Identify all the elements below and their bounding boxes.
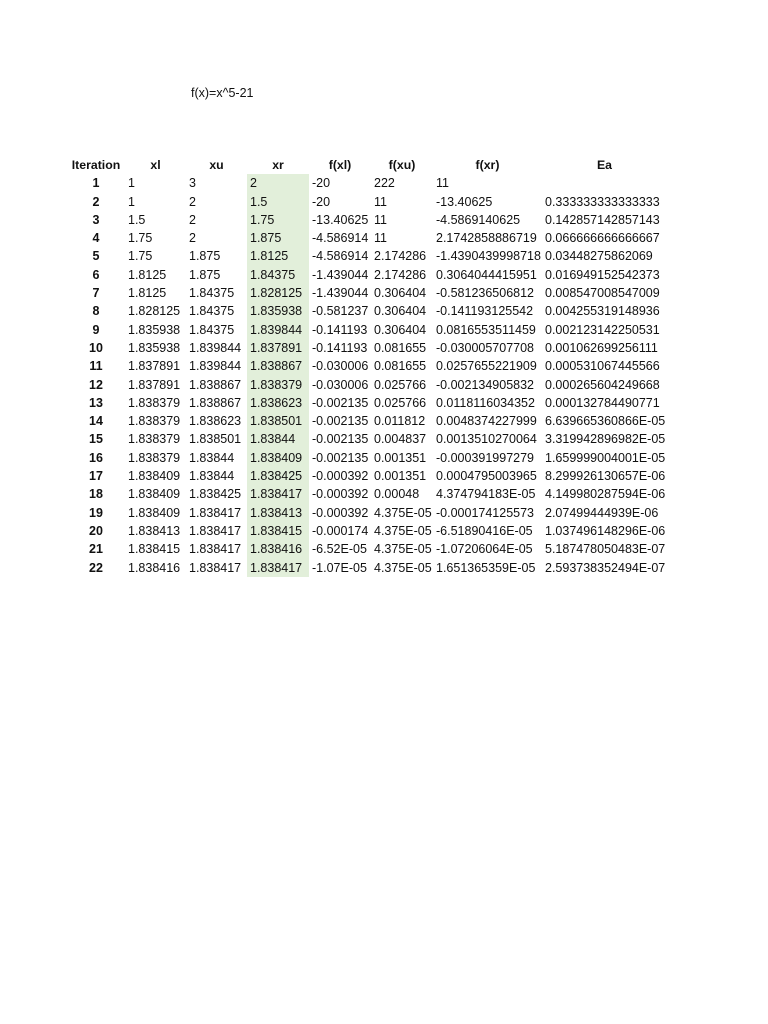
ea-cell[interactable]: 1.659999004001E-05 (545, 450, 666, 465)
fxl-cell[interactable]: -0.030006 (312, 359, 369, 374)
ea-cell[interactable]: 0.03448275862069 (545, 249, 653, 264)
ea-cell[interactable]: 6.639665360866E-05 (545, 414, 666, 429)
header-xu[interactable]: xu (209, 158, 224, 172)
iteration-table (67, 156, 667, 577)
xl-cell[interactable]: 1.838416 (128, 560, 181, 575)
iteration-cell[interactable]: 10 (89, 340, 103, 355)
xr-cell[interactable]: 1.5 (247, 193, 309, 211)
fxl-cell[interactable]: -4.586914 (312, 249, 369, 264)
xr-cell[interactable]: 1.75 (247, 211, 309, 229)
fxu-cell[interactable]: 0.025766 (374, 377, 427, 392)
fxu-cell[interactable]: 0.306404 (374, 286, 427, 301)
xu-cell[interactable]: 1.838867 (189, 377, 242, 392)
header-fxu[interactable]: f(xu) (388, 158, 416, 172)
xu-cell[interactable]: 1.84375 (189, 322, 235, 337)
xu-cell[interactable]: 1.839844 (189, 340, 242, 355)
table-row (67, 430, 667, 448)
xu-cell[interactable]: 1.838417 (189, 560, 242, 575)
iteration-cell[interactable]: 12 (89, 377, 103, 392)
table-row (67, 522, 667, 540)
ea-cell[interactable]: 0.000531067445566 (545, 359, 660, 374)
table-row (67, 376, 667, 394)
fxr-cell[interactable]: 11 (436, 176, 449, 191)
fxr-cell[interactable]: 0.3064044415951 (436, 267, 537, 282)
fxr-cell[interactable]: -13.40625 (436, 194, 493, 209)
fxr-cell[interactable]: 0.0004795003965 (436, 469, 537, 484)
fxr-cell[interactable]: -0.141193125542 (436, 304, 534, 319)
xu-cell[interactable]: 1.838425 (189, 487, 242, 502)
iteration-cell[interactable]: 15 (89, 432, 103, 447)
xl-cell[interactable]: 1.75 (128, 231, 153, 246)
xu-cell[interactable]: 1.84375 (189, 286, 235, 301)
xr-cell[interactable]: 1.838501 (247, 412, 309, 430)
xu-cell[interactable]: 2 (189, 194, 196, 209)
xr-cell[interactable]: 1.8125 (247, 247, 309, 265)
header-xl[interactable]: xl (150, 158, 161, 172)
xr-cell[interactable]: 2 (247, 174, 309, 192)
xr-cell[interactable]: 1.838623 (247, 394, 309, 412)
iteration-cell[interactable]: 5 (92, 249, 100, 264)
fxu-cell[interactable]: 4.375E-05 (374, 505, 432, 520)
xl-cell[interactable]: 1 (128, 176, 135, 191)
fxu-cell[interactable]: 0.00048 (374, 487, 420, 502)
xl-cell[interactable]: 1.837891 (128, 377, 181, 392)
ea-cell[interactable]: 0.066666666666667 (545, 231, 660, 246)
fxr-cell[interactable]: 0.0257655221909 (436, 359, 537, 374)
header-row (67, 156, 667, 174)
fxl-cell[interactable]: -0.000392 (312, 469, 369, 484)
fxr-cell[interactable]: -0.000391997279 (436, 450, 535, 465)
fxr-cell[interactable]: -0.000174125573 (436, 505, 535, 520)
iteration-cell[interactable]: 2 (92, 194, 100, 209)
xl-cell[interactable]: 1.838409 (128, 469, 181, 484)
iteration-cell[interactable]: 21 (89, 542, 103, 557)
ea-cell[interactable]: 8.299926130657E-06 (545, 469, 666, 484)
ea-cell[interactable]: 0.333333333333333 (545, 194, 660, 209)
table-row (67, 559, 667, 577)
xr-cell[interactable]: 1.838417 (247, 485, 309, 503)
xu-cell[interactable]: 1.83844 (189, 469, 235, 484)
header-iteration[interactable]: Iteration (71, 158, 121, 172)
xl-cell[interactable]: 1.838379 (128, 414, 181, 429)
xl-cell[interactable]: 1.8125 (128, 286, 167, 301)
fxr-cell[interactable]: -4.5869140625 (436, 212, 521, 227)
xr-cell[interactable]: 1.838379 (247, 376, 309, 394)
fxr-cell[interactable]: 0.0013510270064 (436, 432, 537, 447)
fxu-cell[interactable]: 0.001351 (374, 450, 427, 465)
header-ea[interactable]: Ea (596, 158, 613, 172)
xl-cell[interactable]: 1.838379 (128, 395, 181, 410)
header-fxl[interactable]: f(xl) (328, 158, 352, 172)
iteration-cell[interactable]: 20 (89, 523, 103, 538)
fxl-cell[interactable]: -0.002135 (312, 432, 369, 447)
xl-cell[interactable]: 1.838379 (128, 432, 181, 447)
ea-cell[interactable]: 0.000265604249668 (545, 377, 660, 392)
fxu-cell[interactable]: 11 (374, 231, 387, 246)
xr-cell[interactable]: 1.839844 (247, 321, 309, 339)
xu-cell[interactable]: 1.84375 (189, 304, 235, 319)
ea-cell[interactable]: 0.016949152542373 (545, 267, 660, 282)
xr-cell[interactable]: 1.838417 (247, 559, 309, 577)
ea-cell[interactable]: 1.037496148296E-06 (545, 523, 666, 538)
xr-cell[interactable]: 1.838416 (247, 540, 309, 558)
xr-cell[interactable]: 1.838867 (247, 357, 309, 375)
fxu-cell[interactable]: 0.081655 (374, 340, 427, 355)
iteration-cell[interactable]: 22 (89, 560, 103, 575)
fxr-cell[interactable]: -1.4390439998718 (436, 249, 541, 264)
fxu-cell[interactable]: 0.306404 (374, 322, 427, 337)
table-row (67, 193, 667, 211)
fxl-cell[interactable]: -0.030006 (312, 377, 369, 392)
xl-cell[interactable]: 1.5 (128, 212, 146, 227)
iteration-cell[interactable]: 8 (92, 304, 100, 319)
formula-label[interactable]: f(x)=x^5-21 (191, 86, 254, 100)
fxl-cell[interactable]: -0.002135 (312, 450, 369, 465)
fxl-cell[interactable]: -0.002135 (312, 395, 369, 410)
fxu-cell[interactable]: 4.375E-05 (374, 542, 432, 557)
table-row (67, 266, 667, 284)
fxu-cell[interactable]: 222 (374, 176, 395, 191)
ea-cell[interactable]: 4.149980287594E-06 (545, 487, 666, 502)
xl-cell[interactable]: 1.835938 (128, 340, 181, 355)
xl-cell[interactable]: 1.838415 (128, 542, 181, 557)
xl-cell[interactable]: 1 (128, 194, 135, 209)
ea-cell[interactable] (542, 174, 667, 192)
fxl-cell[interactable]: -1.439044 (312, 267, 369, 282)
fxr-cell[interactable]: -1.07206064E-05 (436, 542, 533, 557)
fxr-cell[interactable]: 0.0816553511459 (436, 322, 536, 337)
fxr-cell[interactable]: -0.002134905832 (436, 377, 535, 392)
iteration-cell[interactable]: 17 (89, 469, 103, 484)
xr-cell[interactable]: 1.875 (247, 229, 309, 247)
xu-cell[interactable]: 2 (189, 231, 196, 246)
ea-cell[interactable]: 3.319942896982E-05 (545, 432, 666, 447)
fxu-cell[interactable]: 4.375E-05 (374, 560, 432, 575)
iteration-cell[interactable]: 14 (89, 414, 103, 429)
fxr-cell[interactable]: -0.030005707708 (436, 340, 535, 355)
fxu-cell[interactable]: 0.025766 (374, 395, 427, 410)
fxl-cell[interactable]: -6.52E-05 (312, 542, 367, 557)
xl-cell[interactable]: 1.838409 (128, 505, 181, 520)
table-row (67, 284, 667, 302)
xu-cell[interactable]: 1.839844 (189, 359, 242, 374)
xu-cell[interactable]: 1.875 (189, 267, 221, 282)
fxl-cell[interactable]: -0.581237 (312, 304, 369, 319)
ea-cell[interactable]: 5.187478050483E-07 (545, 542, 666, 557)
table-row (67, 247, 667, 265)
xr-cell[interactable]: 1.838425 (247, 467, 309, 485)
xu-cell[interactable]: 1.838417 (189, 505, 242, 520)
fxl-cell[interactable]: -0.002135 (312, 414, 369, 429)
table-row (67, 449, 667, 467)
table-row (67, 339, 667, 357)
xr-cell[interactable]: 1.828125 (247, 284, 309, 302)
xr-cell[interactable]: 1.835938 (247, 302, 309, 320)
fxr-cell[interactable]: 0.0048374227999 (436, 414, 537, 429)
iteration-cell[interactable]: 6 (92, 267, 100, 282)
table-row (67, 467, 667, 485)
table-row (67, 504, 667, 522)
fxu-cell[interactable]: 11 (374, 194, 387, 209)
xl-cell[interactable]: 1.8125 (128, 267, 167, 282)
header-xr[interactable]: xr (272, 158, 284, 172)
ea-cell[interactable]: 0.142857142857143 (545, 212, 660, 227)
iteration-cell[interactable]: 1 (92, 176, 100, 191)
fxl-cell[interactable]: -13.40625 (312, 212, 369, 227)
fxl-cell[interactable]: -0.141193 (312, 340, 368, 355)
xr-cell[interactable]: 1.837891 (247, 339, 309, 357)
iteration-cell[interactable]: 13 (89, 395, 103, 410)
fxu-cell[interactable]: 0.011812 (374, 414, 426, 429)
ea-cell[interactable]: 0.001062699256111 (545, 340, 658, 355)
fxl-cell[interactable]: -1.07E-05 (312, 560, 367, 575)
table-row (67, 321, 667, 339)
fxl-cell[interactable]: -0.000392 (312, 505, 369, 520)
iteration-cell[interactable]: 4 (92, 231, 100, 246)
fxr-cell[interactable]: 4.374794183E-05 (436, 487, 536, 502)
xl-cell[interactable]: 1.835938 (128, 322, 181, 337)
fxu-cell[interactable]: 0.081655 (374, 359, 427, 374)
xu-cell[interactable]: 1.838501 (189, 432, 242, 447)
fxu-cell[interactable]: 2.174286 (374, 249, 427, 264)
xr-cell[interactable]: 1.838415 (247, 522, 309, 540)
fxl-cell[interactable]: -4.586914 (312, 231, 369, 246)
table-row (67, 174, 667, 192)
ea-cell[interactable]: 0.002123142250531 (545, 322, 660, 337)
fxr-cell[interactable]: -6.51890416E-05 (436, 523, 533, 538)
xu-cell[interactable]: 1.83844 (189, 450, 235, 465)
xl-cell[interactable]: 1.838409 (128, 487, 181, 502)
xl-cell[interactable]: 1.838379 (128, 450, 181, 465)
iteration-cell[interactable]: 7 (92, 286, 100, 301)
fxu-cell[interactable]: 0.001351 (374, 469, 427, 484)
ea-cell[interactable]: 2.07499444939E-06 (545, 505, 659, 520)
table-row (67, 211, 667, 229)
table-row (67, 412, 667, 430)
xu-cell[interactable]: 1.838867 (189, 395, 242, 410)
table-row (67, 485, 667, 503)
xl-cell[interactable]: 1.837891 (128, 359, 181, 374)
iteration-cell[interactable]: 18 (89, 487, 103, 502)
fxu-cell[interactable]: 0.004837 (374, 432, 427, 447)
xr-cell[interactable]: 1.838409 (247, 449, 309, 467)
table-body (67, 174, 667, 577)
xl-cell[interactable]: 1.838413 (128, 523, 181, 538)
ea-cell[interactable]: 0.004255319148936 (545, 304, 660, 319)
xr-cell[interactable]: 1.838413 (247, 504, 309, 522)
xl-cell[interactable]: 1.75 (128, 249, 153, 264)
xu-cell[interactable]: 1.838417 (189, 542, 242, 557)
header-fxr[interactable]: f(xr) (475, 158, 500, 172)
xr-cell[interactable]: 1.83844 (247, 430, 309, 448)
fxl-cell[interactable]: -20 (312, 194, 331, 209)
table-row (67, 229, 667, 247)
table-row (67, 394, 667, 412)
ea-cell[interactable]: 2.593738352494E-07 (545, 560, 666, 575)
ea-cell[interactable]: 0.008547008547009 (545, 286, 660, 301)
fxl-cell[interactable]: -1.439044 (312, 286, 369, 301)
xu-cell[interactable]: 1.838417 (189, 523, 242, 538)
fxl-cell[interactable]: -0.141193 (312, 322, 368, 337)
iteration-cell[interactable]: 3 (92, 212, 100, 227)
fxr-cell[interactable]: 2.1742858886719 (436, 231, 537, 246)
fxu-cell[interactable]: 4.375E-05 (374, 523, 432, 538)
xu-cell[interactable]: 1.838623 (189, 414, 242, 429)
iteration-cell[interactable]: 9 (92, 322, 100, 337)
iteration-cell[interactable]: 11 (89, 359, 103, 374)
table-row (67, 540, 667, 558)
fxl-cell[interactable]: -0.000392 (312, 487, 369, 502)
xu-cell[interactable]: 1.875 (189, 249, 221, 264)
fxr-cell[interactable]: 1.651365359E-05 (436, 560, 536, 575)
table-row (67, 302, 667, 320)
xr-cell[interactable]: 1.84375 (247, 266, 309, 284)
fxu-cell[interactable]: 0.306404 (374, 304, 427, 319)
fxl-cell[interactable]: -0.000174 (312, 523, 369, 538)
xl-cell[interactable]: 1.828125 (128, 304, 181, 319)
table-row (67, 357, 667, 375)
fxr-cell[interactable]: -0.581236506812 (436, 286, 535, 301)
ea-cell[interactable]: 0.000132784490771 (545, 395, 660, 410)
xu-cell[interactable]: 2 (189, 212, 196, 227)
fxr-cell[interactable]: 0.0118116034352 (436, 395, 535, 410)
iteration-cell[interactable]: 16 (89, 450, 103, 465)
fxu-cell[interactable]: 11 (374, 212, 387, 227)
iteration-cell[interactable]: 19 (89, 505, 103, 520)
xu-cell[interactable]: 3 (189, 176, 196, 191)
fxu-cell[interactable]: 2.174286 (374, 267, 427, 282)
fxl-cell[interactable]: -20 (312, 176, 331, 191)
